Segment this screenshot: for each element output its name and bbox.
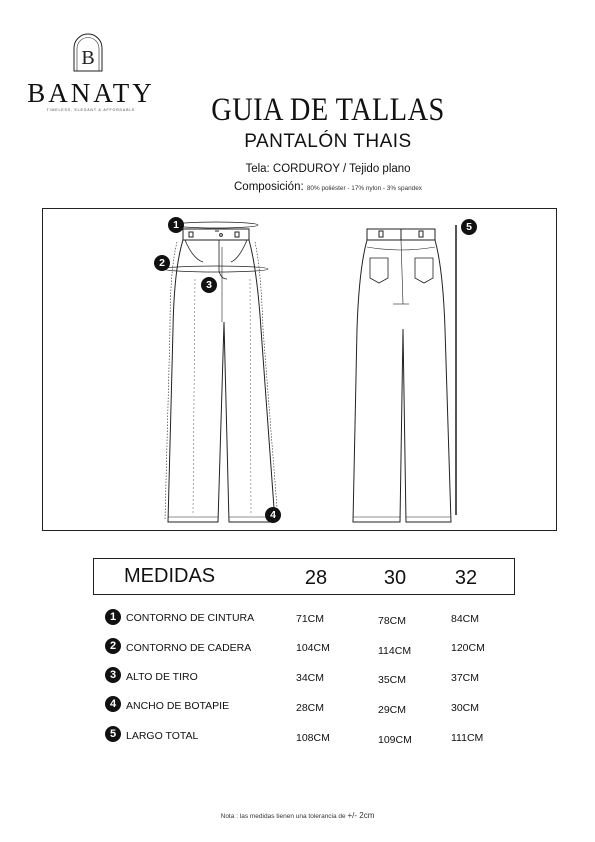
- table-cell: 104CM: [296, 642, 330, 654]
- tolerance-note: [0, 811, 595, 820]
- table-cell: 35CM: [378, 674, 407, 686]
- table-cell: 109CM: [378, 734, 412, 746]
- table-cell: 114CM: [378, 645, 412, 657]
- row-label: ANCHO DE BOTAPIE: [126, 700, 230, 712]
- marker-1: 1: [168, 217, 184, 233]
- table-cell: 71CM: [296, 613, 325, 625]
- pants-front-view: [165, 229, 278, 522]
- size-28-header: 28: [304, 567, 328, 589]
- size-30-header: 30: [383, 567, 407, 589]
- note-tolerance: +/- 2cm: [347, 811, 375, 820]
- brand-logo-icon: [71, 31, 105, 73]
- row-number: 4: [105, 696, 121, 712]
- table-cell: 34CM: [296, 672, 325, 684]
- pants-technical-drawing: [43, 209, 558, 532]
- table-cell: 78CM: [378, 615, 407, 627]
- note-text: Nota : las medidas tienen una tolerancia de: [220, 813, 348, 820]
- table-cell: 30CM: [451, 702, 480, 714]
- row-label: ALTO DE TIRO: [126, 671, 198, 683]
- table-cell: 29CM: [378, 704, 407, 716]
- marker-5: 5: [461, 219, 477, 235]
- logo-letter: B: [81, 47, 95, 69]
- row-label: LARGO TOTAL: [126, 730, 199, 742]
- table-cell: 84CM: [451, 613, 480, 625]
- row-label: CONTORNO DE CINTURA: [126, 612, 255, 624]
- table-cell: 120CM: [451, 642, 485, 654]
- table-header-label: MEDIDAS: [124, 565, 216, 587]
- technical-drawing-frame: [42, 208, 557, 531]
- pants-back-view: [353, 229, 451, 522]
- marker-3: 3: [201, 277, 217, 293]
- table-cell: 108CM: [296, 732, 330, 744]
- composition-label: Composición:: [234, 181, 304, 193]
- row-number: 2: [105, 638, 121, 654]
- composition-value: 80% poliéster - 17% nylon - 3% spandex: [306, 185, 422, 192]
- product-name: PANTALÓN THAIS: [244, 131, 412, 152]
- row-number: 5: [105, 726, 121, 742]
- page-title: GUIA DE TALLAS: [211, 92, 445, 128]
- row-number: 1: [105, 609, 121, 625]
- marker-4: 4: [265, 507, 281, 523]
- row-number: 3: [105, 667, 121, 683]
- brand-tagline: TIMELESS, ELEGANT & AFFORDABLE: [46, 108, 136, 112]
- size-32-header: 32: [454, 567, 478, 589]
- marker-2: 2: [154, 255, 170, 271]
- table-cell: 28CM: [296, 702, 325, 714]
- composition-info: [178, 180, 478, 196]
- table-cell: 111CM: [451, 732, 484, 744]
- brand-name: BANATY: [27, 78, 155, 108]
- fabric-info: Tela: CORDUROY / Tejido plano: [245, 163, 411, 175]
- row-label: CONTORNO DE CADERA: [126, 642, 252, 654]
- table-cell: 37CM: [451, 672, 480, 684]
